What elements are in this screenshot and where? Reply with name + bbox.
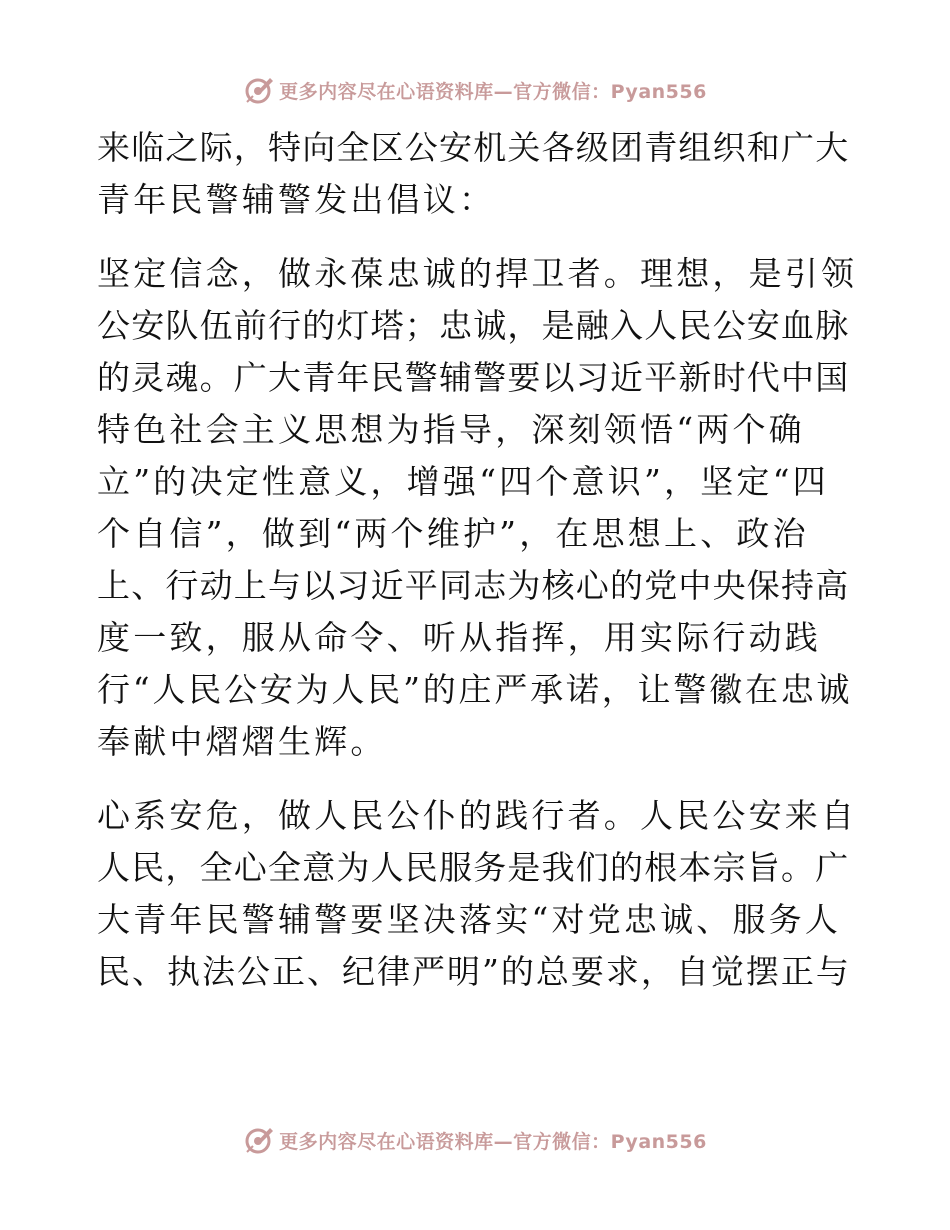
text-line: 民、执法公正、纪律严明”的总要求，自觉摆正与 xyxy=(97,952,851,991)
text-line: 心系安危，做人民公仆的践行者。人民公安来自 xyxy=(97,796,858,835)
text-line: 立”的决定性意义，增强“四个意识”，坚定“四 xyxy=(97,462,829,501)
text-line: 行“人民公安为人民”的庄严承诺，让警徽在忠诚 xyxy=(97,670,853,709)
text-line: 人民，全心全意为人民服务是我们的根本宗旨。广 xyxy=(97,848,850,887)
text-line: 坚定信念，做永葆忠诚的捍卫者。理想，是引领 xyxy=(97,254,858,293)
text-line: 上、行动上与以习近平同志为核心的党中央保持高 xyxy=(97,566,850,605)
text-line: 来临之际，特向全区公安机关各级团青组织和广大 xyxy=(97,128,850,167)
text-line: 大青年民警辅警要坚决落实“对党忠诚、服务人 xyxy=(97,900,842,939)
watermark-text: 更多内容尽在心语资料库—官方微信：Pyan556 xyxy=(279,80,707,103)
pen-logo-icon xyxy=(243,1124,275,1156)
text-line: 青年民警辅警发出倡议： xyxy=(97,180,496,219)
text-line: 公安队伍前行的灯塔；忠诚，是融入人民公安血脉 xyxy=(97,306,850,345)
text-line: 度一致，服从命令、听从指挥，用实际行动践 xyxy=(97,618,821,657)
paragraph xyxy=(97,248,857,768)
text-line: 的灵魂。广大青年民警辅警要以习近平新时代中国 xyxy=(97,358,850,397)
watermark-text: 更多内容尽在心语资料库—官方微信：Pyan556 xyxy=(279,1130,707,1153)
pen-logo-icon xyxy=(243,74,275,106)
text-line: 奉献中熠熠生辉。 xyxy=(97,722,387,761)
text-line: 特色社会主义思想为指导，深刻领悟“两个确 xyxy=(97,410,805,449)
footer-watermark xyxy=(0,1120,950,1160)
document-body xyxy=(97,122,857,998)
text-line: 个自信”，做到“两个维护”，在思想上、政治 xyxy=(97,514,809,553)
paragraph xyxy=(97,122,857,226)
paragraph-gap xyxy=(97,768,857,790)
paragraph xyxy=(97,790,857,998)
header-watermark xyxy=(0,70,950,110)
paragraph-gap xyxy=(97,226,857,248)
